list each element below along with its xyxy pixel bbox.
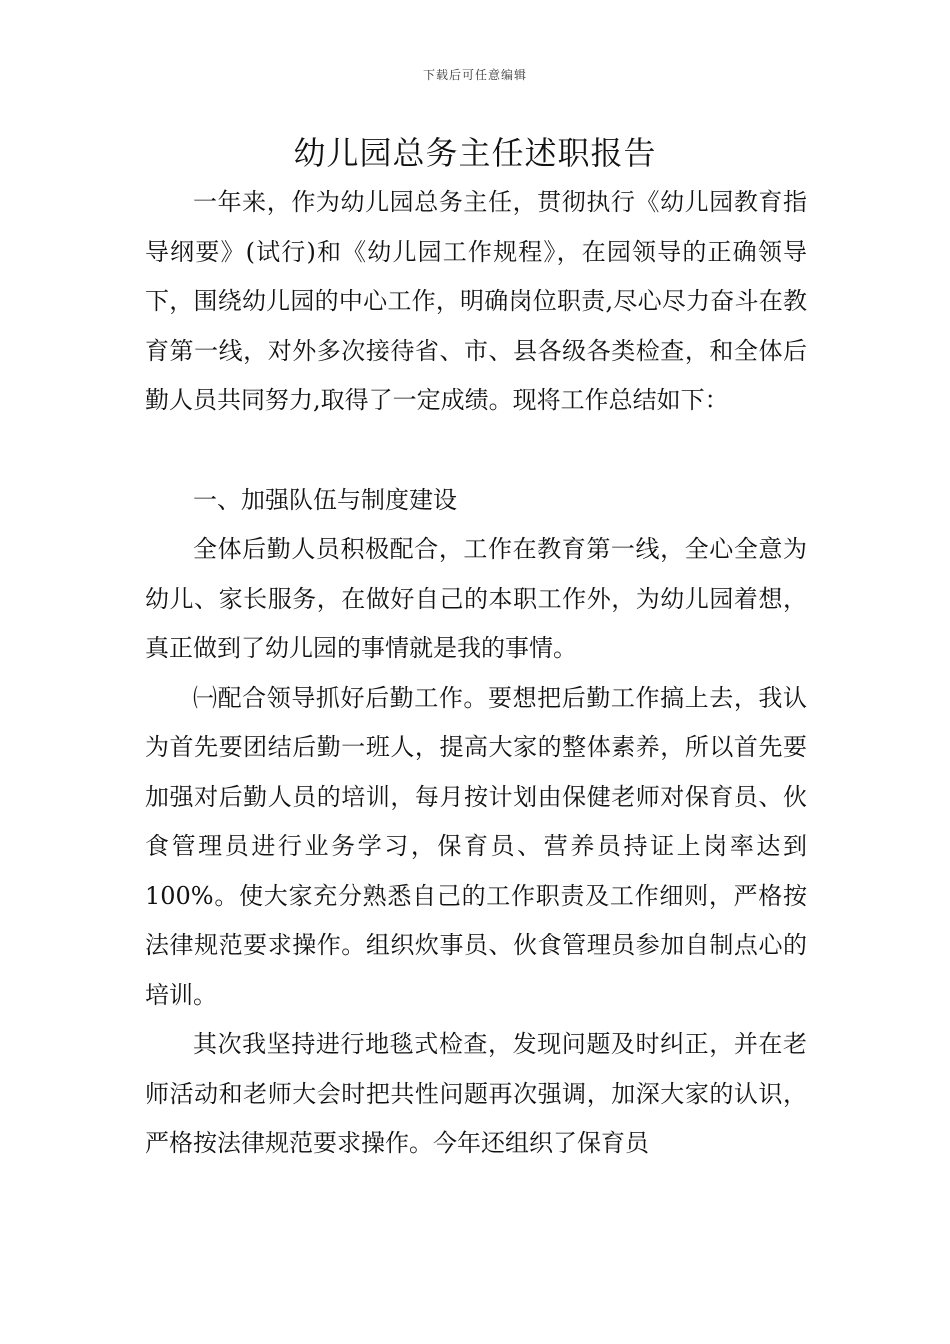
body-paragraph: 其次我坚持进行地毯式检查，发现问题及时纠正，并在老师活动和老师大会时把共性问题再次强调，加深大家的认识，严格按法律规范要求操作。今年还组织了保育员: [145, 1030, 807, 1157]
document-title: 幼儿园总务主任述职报告: [293, 134, 657, 172]
document-body: [145, 178, 807, 1169]
header-note: 下载后可任意编辑: [422, 68, 527, 82]
section-heading: 一、加强队伍与制度建设: [193, 485, 457, 514]
body-paragraph: 全体后勤人员积极配合，工作在教育第一线，全心全意为幼儿、家长服务，在做好自己的本职工作外，为幼儿园着想，真正做到了幼儿园的事情就是我的事情。: [145, 535, 807, 662]
intro-paragraph: 一年来，作为幼儿园总务主任，贯彻执行《幼儿园教育指导纲要》(试行)和《幼儿园工作规程》，在园领导的正确领导下，围绕幼儿园的中心工作，明确岗位职责,尽心尽力奋斗在教育第一线，对外多次接待省、市、县各级各类检查，和全体后勤人员共同努力,取得了一定成绩。现将工作总结如下：: [145, 188, 807, 414]
body-paragraph: ㈠配合领导抓好后勤工作。要想把后勤工作搞上去，我认为首先要团结后勤一班人，提高大家的整体素养，所以首先要加强对后勤人员的培训，每月按计划由保健老师对保育员、伙食管理员进行业务学习，保育员、营养员持证上岗率达到100%。使大家充分熟悉自己的工作职责及工作细则，严格按法律规范要求操作。组织炊事员、伙食管理员参加自制点心的培训。: [145, 683, 807, 1009]
